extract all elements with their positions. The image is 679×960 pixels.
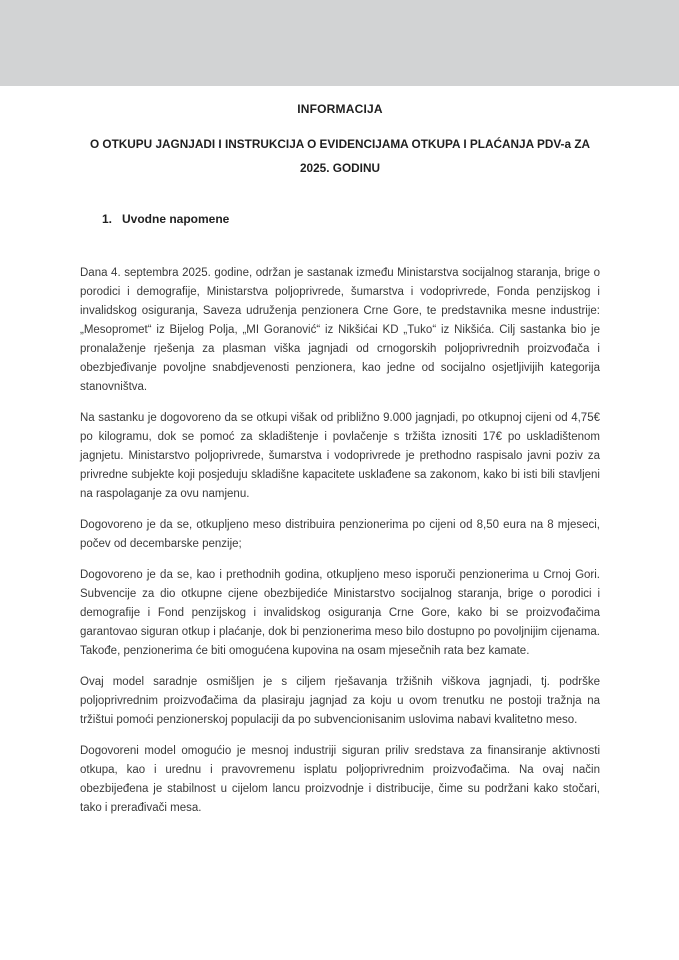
paragraph-model-benefits: Dogovoreni model omogućio je mesnoj industriji siguran priliv sredstava za finansiranje aktivnosti otkupa, kao i urednu i pravovremenu isplatu poljoprivrednim proizvođačima. Na ovaj način obezbijeđena je stabilnost u cijelom lancu proizvodnje i distribucije, čime su podržani kako stočari, tako i prerađivači mesa.	[80, 745, 600, 814]
paragraph-model-goal: Ovaj model saradnje osmišljen je s ciljem rješavanja tržišnih viškova jagnjadi, tj. podrške poljoprivrednim proizvođačima da plasiraju jagnjad za koju u ovom trenutku ne postoji tražnja na tržištui pomoći penzionerskoj populaciji da po subvencionisanim uslovima nabavi kvalitetno meso.	[80, 676, 600, 726]
section-heading: 1. Uvodne napomene	[102, 212, 230, 226]
paragraph-meeting-intro: Dana 4. septembra 2025. godine, održan je sastanak između Ministarstva socijalnog staranja, brige o porodici i demografije, Ministarstva poljoprivrede, šumarstva i vodoprivrede, Fonda penzijskog i invalidskog osiguranja, Saveza udruženja penzionera Crne Gore, te predstavnika mesne industrije: „Mesopromet“ iz Bijelog Polja, „MI Goranović“ iz Nikšićai KD „Tuko“ iz Nikšića. Cilj sastanka bio je pronalaženje rješenja za plasman viška jagnjadi od crnogorskih poljoprivrednih proizvođača i obezbjeđivanje povoljne snabdjevenosti penzionera, kao jedne od socijalno osjetljivijih kategorija stanovništva.	[80, 267, 600, 393]
paragraph-subsidies: Dogovoreno je da se, kao i prethodnih godina, otkupljeno meso isporuči penzionerima u Crnoj Gori. Subvencije za dio otkupne cijene obezbijediće Ministarstvo socijalnog staranja, brige o porodici i demografije i Fond penzijskog i invalidskog osiguranja Crne Gore, kako bi se proizvođačima garantovao siguran otkup i plaćanje, dok bi penzionerima meso bilo dostupno po povoljnijim cijenama. Takođe, penzionerima će biti omogućena kupovina na osam mjesečnih rata bez kamate.	[80, 569, 600, 657]
document-subtitle-line1: O OTKUPU JAGNJADI I INSTRUKCIJA O EVIDENCIJAMA OTKUPA I PLAĆANJA PDV-a ZA	[89, 137, 591, 151]
document-subtitle-line2: 2025. GODINU	[300, 161, 380, 175]
paragraph-distribution-price: Dogovoreno je da se, otkupljeno meso distribuira penzionerima po cijeni od 8,50 eura na 8 mjeseci, počev od decembarske penzije;	[80, 519, 600, 550]
document-title: INFORMACIJA	[297, 102, 383, 116]
top-strip	[0, 0, 679, 86]
document-subtitle	[80, 132, 600, 180]
document-content	[0, 86, 679, 818]
paragraph-purchase-terms: Na sastanku je dogovoreno da se otkupi višak od približno 9.000 jagnjadi, po otkupnoj cijeni od 4,75€ po kilogramu, dok se pomoć za skladištenje i povlačenje s tržišta iznositi 17€ po uskladištenom jagnjetu. Ministarstvo poljoprivrede, šumarstva i vodoprivrede je prethodno raspisalo javni poziv za privredne subjekte koji posjeduju skladišne kapacitete usklađene sa zakonom, kako bi isti bili stavljeni na raspolaganje za ovu namjenu.	[80, 412, 600, 500]
